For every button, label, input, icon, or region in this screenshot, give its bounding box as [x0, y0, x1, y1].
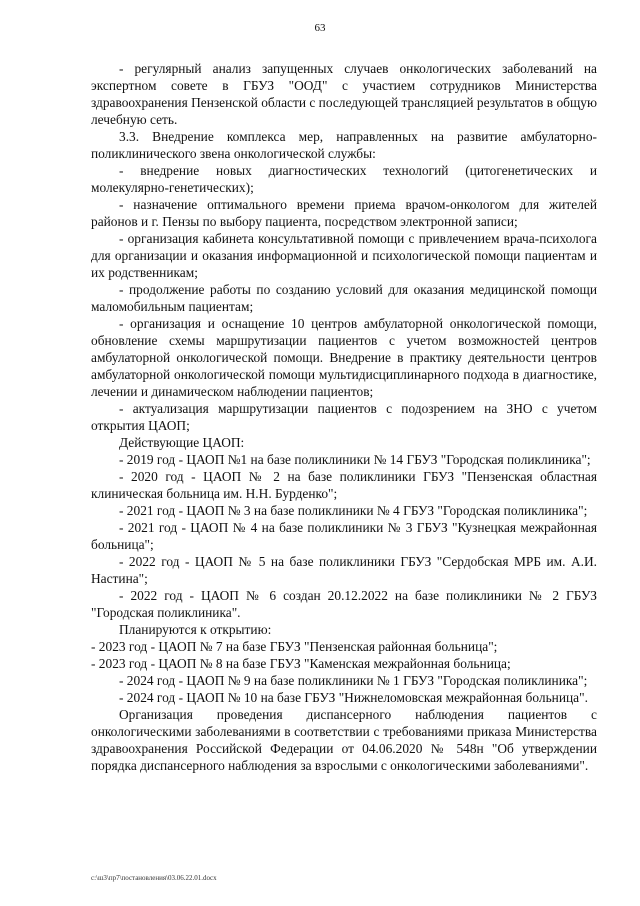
list-item-caop-7: - 2023 год - ЦАОП № 7 на базе ГБУЗ "Пензенская районная больница"; [91, 639, 498, 654]
paragraph-caop-centers: - организация и оснащение 10 центров амбулаторной онкологической помощи, обновление схемы маршрутизации пациентов с учетом возможностей центров амбулаторной онкологической помощи. Внедрение в практику деятельности центров амбулаторной онкологической помощи мультидисциплинарного подхода в диагностике, лечении и динамическом наблюдении пациентов; [91, 316, 597, 399]
paragraph-diagnostics: - внедрение новых диагностических технологий (цитогенетических и молекулярно-генетических); [91, 163, 597, 195]
paragraph-psychologist: - организация кабинета консультативной помощи с привлечением врача-психолога для организации и оказания информационной и психологической помощи пациентам и их родственникам; [91, 231, 597, 280]
paragraph-appointment: - назначение оптимального времени приема врачом-онкологом для жителей районов и г. Пензы по выбору пациента, посредством электронной записи; [91, 197, 597, 229]
list-item-caop-1: - 2019 год - ЦАОП №1 на базе поликлиники № 14 ГБУЗ "Городская поликлиника"; [119, 452, 591, 467]
paragraph-analysis: - регулярный анализ запущенных случаев онкологических заболеваний на экспертном совете в ГБУЗ "ООД" с участием сотрудников Министерства здравоохранения Пензенской области с последующей трансляцией результатов в общую лечебную сеть. [91, 61, 597, 127]
list-item-caop-5: - 2022 год - ЦАОП № 5 на базе поликлиники ГБУЗ "Сердобская МРБ им. А.И. Настина"; [91, 554, 597, 586]
list-item-caop-10: - 2024 год - ЦАОП № 10 на базе ГБУЗ "Нижнеломовская межрайонная больница". [119, 690, 588, 705]
footer-file-path: c:\ш3\пр7\постановления\03.06.22.01.docx [91, 874, 217, 882]
heading-active-caop: Действующие ЦАОП: [119, 435, 245, 450]
list-item-caop-8: - 2023 год - ЦАОП № 8 на базе ГБУЗ "Каменская межрайонная больница; [91, 656, 511, 671]
paragraph-low-mobility: - продолжение работы по созданию условий для оказания медицинской помощи маломобильным пациентам; [91, 282, 597, 314]
list-item-caop-6: - 2022 год - ЦАОП № 6 создан 20.12.2022 на базе поликлиники № 2 ГБУЗ "Городская поликлиника". [91, 588, 597, 620]
list-item-caop-9: - 2024 год - ЦАОП № 9 на базе поликлиники № 1 ГБУЗ "Городская поликлиника"; [119, 673, 588, 688]
list-item-caop-4: - 2021 год - ЦАОП № 4 на базе поликлиники № 3 ГБУЗ "Кузнецкая межрайонная больница"; [91, 520, 597, 552]
paragraph-routing: - актуализация маршрутизации пациентов с подозрением на ЗНО с учетом открытия ЦАОП; [91, 401, 597, 433]
document-body [91, 60, 597, 774]
page-number: 63 [314, 22, 326, 34]
paragraph-dispensary: Организация проведения диспансерного наблюдения пациентов с онкологическими заболеваниями в соответствии с требованиями приказа Министерства здравоохранения Российской Федерации от 04.06.2020 № 548н "Об утверждении порядка диспансерного наблюдения за взрослыми с онкологическими заболеваниями". [91, 707, 597, 773]
list-item-caop-2: - 2020 год - ЦАОП № 2 на базе поликлиники ГБУЗ "Пензенская областная клиническая больница им. Н.Н. Бурденко"; [91, 469, 597, 501]
paragraph-section-3-3: 3.3. Внедрение комплекса мер, направленных на развитие амбулаторно-поликлинического звена онкологической службы: [91, 129, 597, 161]
heading-planned-caop: Планируются к открытию: [119, 622, 272, 637]
list-item-caop-3: - 2021 год - ЦАОП № 3 на базе поликлиники № 4 ГБУЗ "Городская поликлиника"; [119, 503, 588, 518]
